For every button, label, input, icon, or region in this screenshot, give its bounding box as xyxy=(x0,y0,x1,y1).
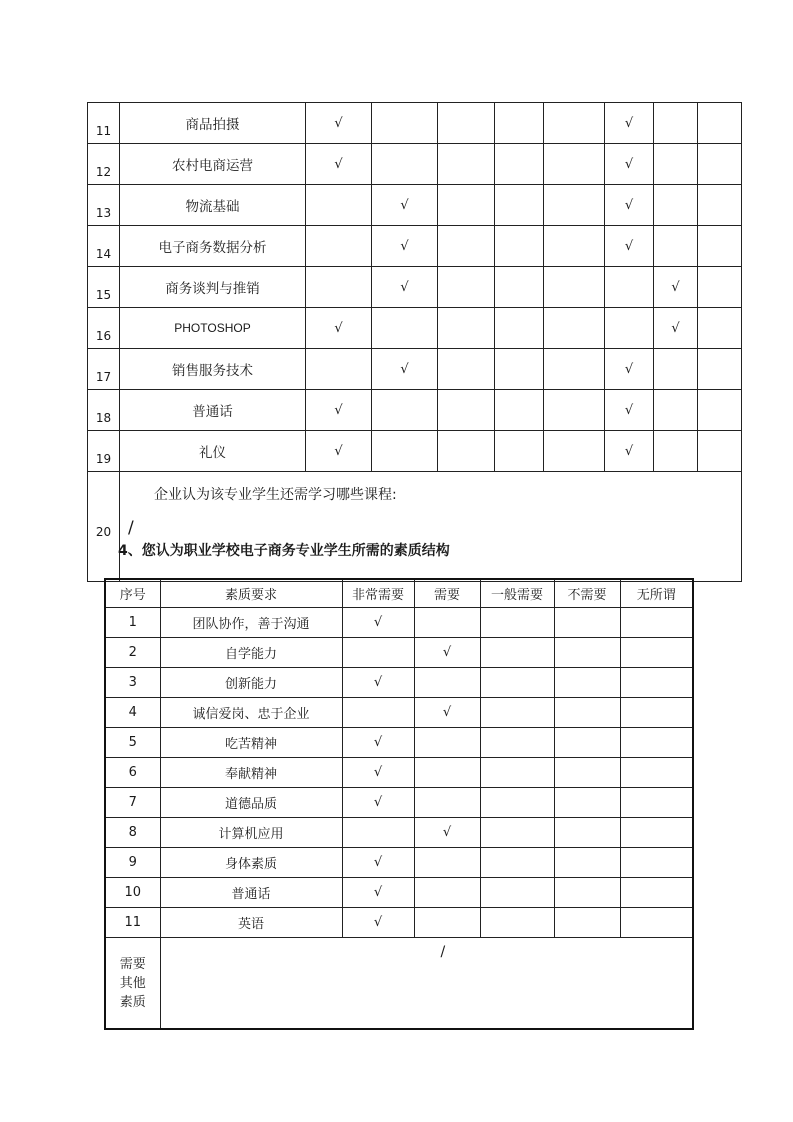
check-cell xyxy=(372,308,438,349)
check-cell xyxy=(544,185,605,226)
table-row xyxy=(88,308,742,349)
check-cell: √ xyxy=(414,698,480,728)
section-heading: 4、您认为职业学校电子商务专业学生所需的素质结构 xyxy=(118,543,450,559)
column-header: 素质要求 xyxy=(160,579,342,608)
row-number: 13 xyxy=(88,185,120,226)
check-cell xyxy=(544,226,605,267)
check-cell xyxy=(620,608,693,638)
row-number: 20 xyxy=(88,472,120,582)
check-cell xyxy=(620,758,693,788)
check-cell xyxy=(438,103,495,144)
table-header-row xyxy=(105,579,693,608)
check-cell: √ xyxy=(342,848,414,878)
check-cell xyxy=(438,267,495,308)
check-cell xyxy=(372,390,438,431)
check-cell xyxy=(495,308,544,349)
check-cell xyxy=(620,878,693,908)
check-cell xyxy=(620,728,693,758)
course-name: 电子商务数据分析 xyxy=(120,226,306,267)
table-row xyxy=(105,848,693,878)
check-cell xyxy=(698,267,742,308)
check-cell xyxy=(480,758,554,788)
course-name: PHOTOSHOP xyxy=(120,308,306,349)
check-cell xyxy=(698,103,742,144)
column-header: 需要 xyxy=(414,579,480,608)
check-cell xyxy=(620,848,693,878)
check-cell xyxy=(654,144,698,185)
other-qualities-value: / xyxy=(160,938,693,1030)
table-row xyxy=(88,267,742,308)
check-cell: √ xyxy=(605,349,654,390)
quality-requirement: 诚信爱岗、忠于企业 xyxy=(160,698,342,728)
row-number: 16 xyxy=(88,308,120,349)
table-row xyxy=(88,103,742,144)
check-cell xyxy=(480,788,554,818)
check-cell xyxy=(495,390,544,431)
table-row xyxy=(105,728,693,758)
row-number: 11 xyxy=(88,103,120,144)
table-row xyxy=(105,818,693,848)
quality-requirement: 身体素质 xyxy=(160,848,342,878)
other-label-line: 需要 xyxy=(119,956,146,972)
check-cell: √ xyxy=(605,144,654,185)
check-cell xyxy=(554,878,620,908)
extra-courses-note xyxy=(120,472,742,582)
check-cell xyxy=(554,698,620,728)
table-row xyxy=(105,638,693,668)
check-cell xyxy=(480,608,554,638)
check-cell: √ xyxy=(605,390,654,431)
quality-requirement: 英语 xyxy=(160,908,342,938)
table-row xyxy=(88,185,742,226)
table-row xyxy=(88,349,742,390)
check-cell: √ xyxy=(306,431,372,472)
check-cell xyxy=(605,308,654,349)
check-cell: √ xyxy=(605,431,654,472)
check-cell xyxy=(654,103,698,144)
course-name: 商品拍摄 xyxy=(120,103,306,144)
check-cell xyxy=(480,848,554,878)
check-cell xyxy=(654,349,698,390)
row-number: 10 xyxy=(105,878,160,908)
check-cell xyxy=(480,728,554,758)
check-cell xyxy=(554,908,620,938)
check-cell xyxy=(554,638,620,668)
check-cell xyxy=(698,308,742,349)
column-header: 无所谓 xyxy=(620,579,693,608)
check-cell xyxy=(495,431,544,472)
quality-requirement: 计算机应用 xyxy=(160,818,342,848)
column-header: 非常需要 xyxy=(342,579,414,608)
table-row xyxy=(105,878,693,908)
check-cell xyxy=(544,431,605,472)
check-cell xyxy=(438,185,495,226)
row-number: 1 xyxy=(105,608,160,638)
row-number: 18 xyxy=(88,390,120,431)
course-name: 物流基础 xyxy=(120,185,306,226)
check-cell xyxy=(414,728,480,758)
check-cell: √ xyxy=(342,878,414,908)
check-cell xyxy=(544,349,605,390)
check-cell xyxy=(654,390,698,431)
check-cell xyxy=(620,668,693,698)
course-name: 商务谈判与推销 xyxy=(120,267,306,308)
row-number: 12 xyxy=(88,144,120,185)
check-cell xyxy=(372,144,438,185)
check-cell xyxy=(480,668,554,698)
extra-courses-question: 企业认为该专业学生还需学习哪些课程: xyxy=(154,487,397,503)
quality-table xyxy=(104,578,694,1030)
check-cell xyxy=(698,349,742,390)
row-number: 8 xyxy=(105,818,160,848)
row-number: 17 xyxy=(88,349,120,390)
check-cell: √ xyxy=(342,728,414,758)
check-cell xyxy=(495,267,544,308)
table-row xyxy=(88,226,742,267)
row-number: 7 xyxy=(105,788,160,818)
check-cell xyxy=(654,431,698,472)
check-cell xyxy=(480,908,554,938)
check-cell: √ xyxy=(342,758,414,788)
table-row xyxy=(88,431,742,472)
column-header: 一般需要 xyxy=(480,579,554,608)
table-row xyxy=(105,788,693,818)
check-cell: √ xyxy=(342,668,414,698)
check-cell xyxy=(698,431,742,472)
check-cell: √ xyxy=(372,267,438,308)
check-cell xyxy=(544,103,605,144)
extra-courses-answer: / xyxy=(128,518,134,538)
check-cell xyxy=(438,431,495,472)
check-cell xyxy=(495,226,544,267)
check-cell xyxy=(414,608,480,638)
check-cell xyxy=(306,185,372,226)
check-cell xyxy=(554,668,620,698)
check-cell xyxy=(654,185,698,226)
check-cell xyxy=(342,698,414,728)
check-cell xyxy=(438,308,495,349)
check-cell xyxy=(342,638,414,668)
check-cell xyxy=(544,308,605,349)
column-header: 不需要 xyxy=(554,579,620,608)
check-cell xyxy=(480,818,554,848)
check-cell xyxy=(414,878,480,908)
check-cell xyxy=(554,608,620,638)
check-cell xyxy=(414,848,480,878)
check-cell: √ xyxy=(306,144,372,185)
row-number: 14 xyxy=(88,226,120,267)
check-cell xyxy=(495,103,544,144)
other-label-line: 其他 xyxy=(119,975,146,991)
check-cell: √ xyxy=(605,103,654,144)
quality-requirement: 团队协作，善于沟通 xyxy=(160,608,342,638)
check-cell xyxy=(495,349,544,390)
check-cell xyxy=(620,698,693,728)
check-cell: √ xyxy=(372,349,438,390)
check-cell xyxy=(698,144,742,185)
check-cell: √ xyxy=(342,788,414,818)
check-cell xyxy=(480,698,554,728)
table-row xyxy=(105,758,693,788)
quality-requirement: 创新能力 xyxy=(160,668,342,698)
course-name: 礼仪 xyxy=(120,431,306,472)
check-cell xyxy=(554,758,620,788)
check-cell xyxy=(306,267,372,308)
check-cell xyxy=(654,226,698,267)
check-cell: √ xyxy=(342,908,414,938)
row-number: 19 xyxy=(88,431,120,472)
quality-requirement: 奉献精神 xyxy=(160,758,342,788)
check-cell: √ xyxy=(414,818,480,848)
check-cell xyxy=(480,878,554,908)
check-cell xyxy=(438,390,495,431)
check-cell xyxy=(620,638,693,668)
check-cell xyxy=(698,390,742,431)
check-cell xyxy=(414,788,480,818)
check-cell xyxy=(438,226,495,267)
check-cell xyxy=(414,668,480,698)
table-row xyxy=(88,144,742,185)
check-cell: √ xyxy=(372,185,438,226)
check-cell xyxy=(554,788,620,818)
course-name: 农村电商运营 xyxy=(120,144,306,185)
course-name: 普通话 xyxy=(120,390,306,431)
check-cell xyxy=(620,908,693,938)
check-cell xyxy=(306,226,372,267)
check-cell: √ xyxy=(306,390,372,431)
table-row xyxy=(105,938,693,1030)
check-cell xyxy=(544,390,605,431)
check-cell xyxy=(554,848,620,878)
check-cell: √ xyxy=(306,308,372,349)
table-row xyxy=(105,668,693,698)
check-cell xyxy=(480,638,554,668)
check-cell: √ xyxy=(654,308,698,349)
check-cell: √ xyxy=(605,185,654,226)
table-row xyxy=(88,472,742,582)
check-cell xyxy=(495,144,544,185)
check-cell xyxy=(544,267,605,308)
check-cell xyxy=(620,788,693,818)
quality-requirement: 吃苦精神 xyxy=(160,728,342,758)
quality-requirement: 自学能力 xyxy=(160,638,342,668)
row-number: 4 xyxy=(105,698,160,728)
check-cell xyxy=(414,908,480,938)
check-cell xyxy=(698,185,742,226)
check-cell xyxy=(698,226,742,267)
check-cell xyxy=(438,144,495,185)
row-number: 15 xyxy=(88,267,120,308)
column-header: 序号 xyxy=(105,579,160,608)
check-cell xyxy=(605,267,654,308)
check-cell: √ xyxy=(654,267,698,308)
row-number: 3 xyxy=(105,668,160,698)
check-cell xyxy=(372,103,438,144)
other-label-line: 素质 xyxy=(119,994,146,1010)
row-number: 2 xyxy=(105,638,160,668)
check-cell xyxy=(554,728,620,758)
quality-requirement: 道德品质 xyxy=(160,788,342,818)
check-cell xyxy=(495,185,544,226)
table-row xyxy=(88,390,742,431)
check-cell xyxy=(554,818,620,848)
table-row xyxy=(105,608,693,638)
check-cell xyxy=(438,349,495,390)
table-row xyxy=(105,698,693,728)
course-name: 销售服务技术 xyxy=(120,349,306,390)
check-cell: √ xyxy=(342,608,414,638)
check-cell xyxy=(342,818,414,848)
other-qualities-label xyxy=(105,938,160,1030)
row-number: 6 xyxy=(105,758,160,788)
row-number: 9 xyxy=(105,848,160,878)
check-cell xyxy=(414,758,480,788)
check-cell xyxy=(372,431,438,472)
row-number: 11 xyxy=(105,908,160,938)
check-cell xyxy=(620,818,693,848)
check-cell: √ xyxy=(372,226,438,267)
check-cell xyxy=(544,144,605,185)
check-cell: √ xyxy=(414,638,480,668)
check-cell: √ xyxy=(306,103,372,144)
check-cell xyxy=(306,349,372,390)
table-row xyxy=(105,908,693,938)
row-number: 5 xyxy=(105,728,160,758)
check-cell: √ xyxy=(605,226,654,267)
course-table xyxy=(87,102,742,582)
quality-requirement: 普通话 xyxy=(160,878,342,908)
